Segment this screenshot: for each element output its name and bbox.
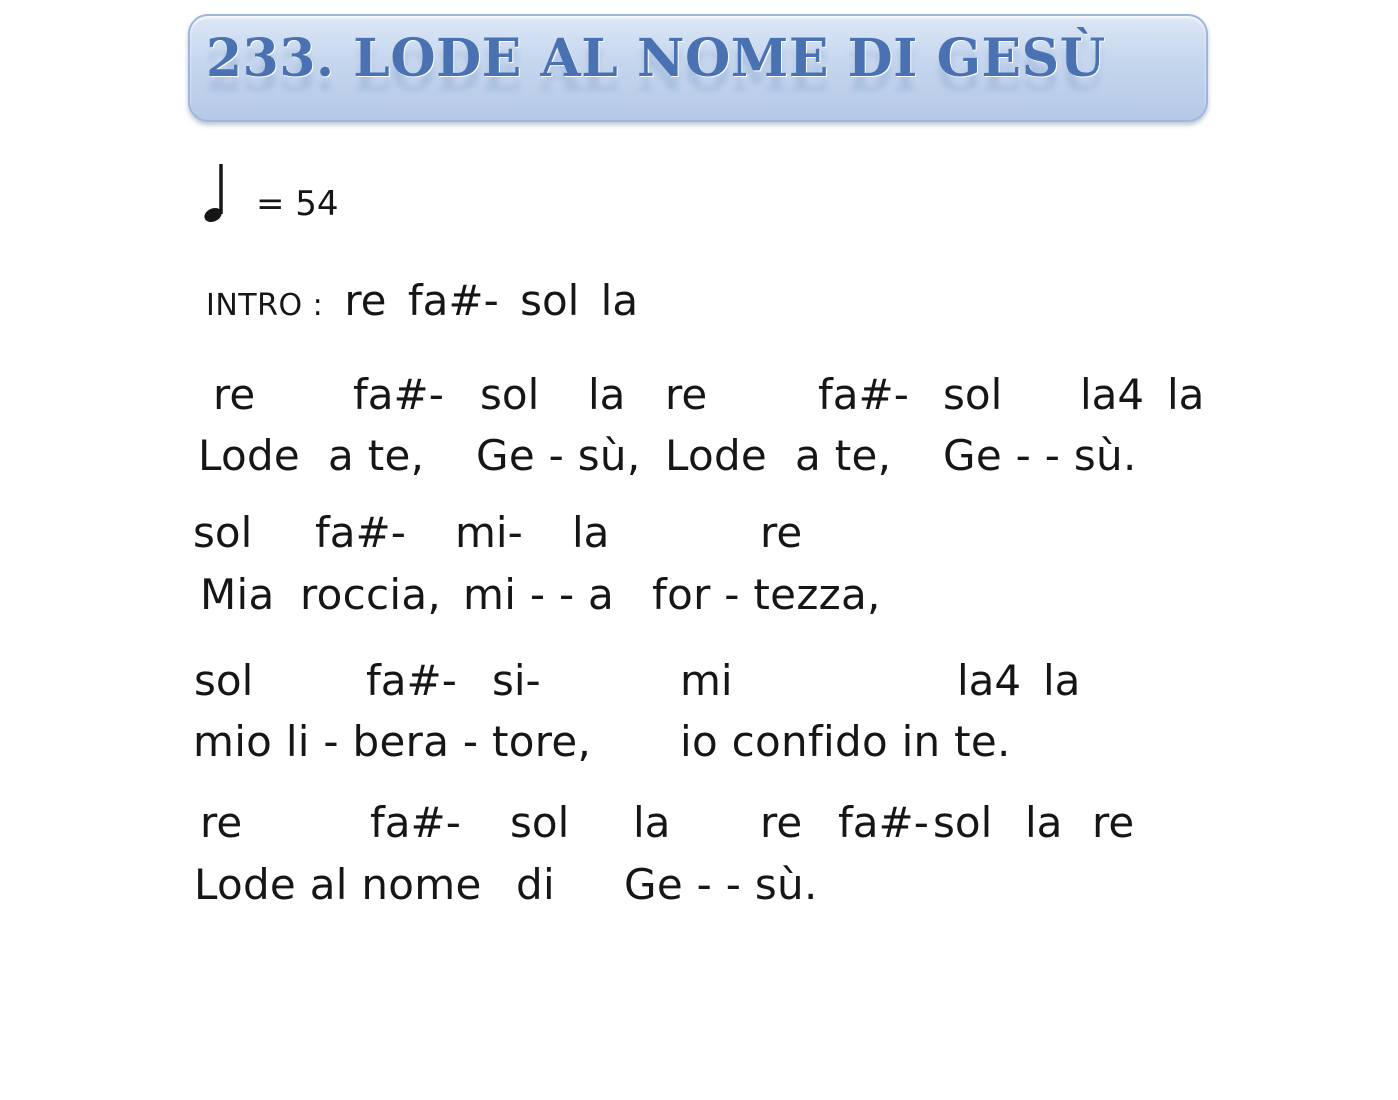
chord: sol: [480, 370, 540, 419]
chord: la: [633, 798, 671, 847]
chord: re: [760, 508, 803, 557]
chord: sol: [943, 370, 1003, 419]
chord: si-: [492, 656, 541, 705]
tempo-marking: [200, 160, 360, 230]
intro-chords: re fa#- sol la: [344, 276, 639, 325]
chord: sol: [193, 508, 253, 557]
lyric-fragment: for - tezza,: [652, 570, 881, 619]
chord: fa#-: [366, 656, 457, 705]
quarter-note-icon: [200, 160, 236, 226]
song-title: 233. LODE AL NOME DI GESÙ: [206, 28, 1106, 89]
lyric-fragment: di: [516, 860, 555, 909]
lyric-fragment: a te,: [328, 431, 425, 480]
chord: la: [1167, 370, 1205, 419]
lyric-fragment: Mia: [200, 570, 275, 619]
chord: la4: [1080, 370, 1145, 419]
lyric-fragment: Lode al nome: [194, 860, 482, 909]
lyric-fragment: mi - - a: [463, 570, 615, 619]
chord: fa#-: [370, 798, 461, 847]
lyric-fragment: io confido in te.: [680, 717, 1011, 766]
chord: fa#-: [315, 508, 406, 557]
chord: sol: [933, 798, 993, 847]
chord: sol: [194, 656, 254, 705]
intro-line: [206, 276, 638, 325]
chord: la: [588, 370, 626, 419]
lyric-fragment: a te,: [795, 431, 892, 480]
chord: mi: [680, 656, 733, 705]
chord: re: [213, 370, 256, 419]
chord: re: [665, 370, 708, 419]
lyric-fragment: mio li - bera - tore,: [193, 717, 592, 766]
chord: la4: [957, 656, 1022, 705]
lyric-fragment: Ge - - sù.: [624, 860, 818, 909]
chord: re: [1092, 798, 1135, 847]
chord: fa#-: [838, 798, 929, 847]
chord: mi-: [455, 508, 523, 557]
chord: re: [200, 798, 243, 847]
chord: re: [760, 798, 803, 847]
chord: sol: [510, 798, 570, 847]
lyric-fragment: Ge - sù,: [476, 431, 641, 480]
lyric-fragment: Ge - - sù.: [943, 431, 1137, 480]
chord: la: [1025, 798, 1063, 847]
tempo-value: = 54: [256, 184, 339, 224]
lyric-fragment: roccia,: [300, 570, 442, 619]
chord: la: [1043, 656, 1081, 705]
intro-label: INTRO :: [206, 288, 324, 323]
title-banner: [188, 14, 1208, 122]
lyric-fragment: Lode: [665, 431, 768, 480]
chord: la: [572, 508, 610, 557]
chord: fa#-: [818, 370, 909, 419]
lyric-fragment: Lode: [198, 431, 301, 480]
chord: fa#-: [353, 370, 444, 419]
